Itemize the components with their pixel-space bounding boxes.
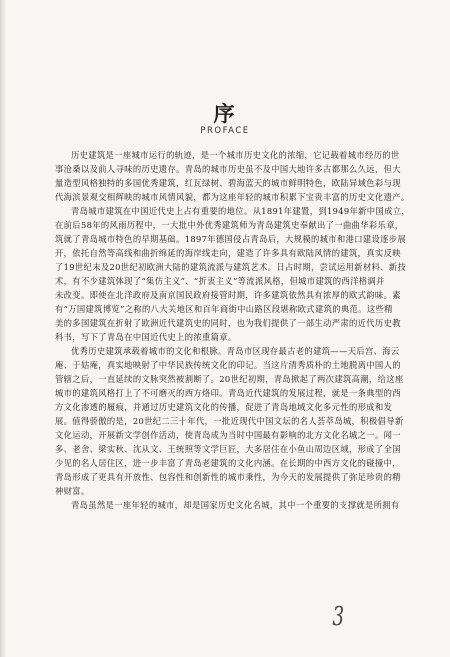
text-line: 开，依托自然等高线和曲折绵延的海岸线走向，建造了许多具有欧陆风情的建筑，真实反映 bbox=[55, 248, 401, 258]
text-line: 文化运动，开展新文学创作活动，使青岛成为当时中国最有影响的北方文化名城之一。闻一 bbox=[55, 430, 401, 440]
text-line: 美的多国建筑在折射了欧洲近代建筑史的同时，也为我们提供了一部生动严肃的近代历史教 bbox=[55, 318, 401, 328]
text-line: 历史建筑是一座城市运行的轨迹，是一个城市历史文化的浓缩，它记载着城市经历的世 bbox=[71, 150, 400, 160]
page-number: 3 bbox=[332, 602, 345, 632]
preface-body bbox=[55, 148, 425, 512]
text-line: 未改变。即使在北洋政府及南京国民政府接管时期，许多建筑依然具有浓厚的欧式韵味。素 bbox=[55, 290, 401, 300]
text-line: 管辖之后，一直延续的文脉突然被割断了。20世纪初期，青岛掀起了两次建筑高潮，给这座 bbox=[55, 374, 404, 384]
text-line: 了19世纪末及20世纪初欧洲大陆的建筑流派与建筑艺术。日占时期，尝试运用新材料、新技 bbox=[55, 262, 407, 272]
text-line: 在前后58年的风雨历程中，一大批中外优秀建筑师为青岛建筑史奉献出了一曲曲华彩乐章， bbox=[55, 220, 404, 230]
text-line: 代海滨景观交相辉映的城市风情风貌，都为这座年轻的城市积累下宝贵丰富的历史文化遗产。 bbox=[55, 192, 410, 202]
text-line: 优秀历史建筑承载着城市的文化和根脉。青岛市区现存最古老的建筑——天后宫、海云 bbox=[71, 346, 400, 356]
text-line: 方文化渗透的履痕，并通过历史建筑文化的传播，促进了青岛地域文化多元性的形成和发 bbox=[55, 402, 393, 412]
text-line: 有“万国建筑博览”之称的八大关地区和百年商街中山路区段堪称欧式建筑的典范。这些精 bbox=[55, 304, 393, 314]
text-line: 科书，写下了青岛在中国近代史上的浓重篇章。 bbox=[55, 332, 237, 342]
text-line: 量造型风格独特的多国优秀建筑，红瓦绿树、碧海蓝天的城市鲜明特色，欧陆异域色彩与现 bbox=[55, 178, 401, 188]
text-line: 庵、于姑庵，真实地映射了中华民族传统文化的印记。当这片清秀质朴的土地脱离中国人的 bbox=[55, 360, 401, 370]
text-line: 展。值得骄傲的是，20世纪二三十年代，一批近现代中国文坛的名人荟萃岛城，积极倡导新 bbox=[55, 416, 404, 426]
text-line: 青岛虽然是一座年轻的城市，却是国家历史文化名城，其中一个重要的支撑就是所拥有 bbox=[71, 500, 400, 510]
text-line: 少见的名人居住区，进一步丰富了青岛老建筑的文化内涵。在长期的中西方文化的碰撞中， bbox=[55, 458, 401, 468]
text-line: 青岛形成了更具有开放性、包容性和创新性的城市秉性，为今天的发展提供了弥足珍贵的精 bbox=[55, 472, 401, 482]
text-line: 青岛城市建筑在中国近代史上占有重要的地位。从1891年建置，到1949年新中国成立， bbox=[71, 206, 411, 216]
text-line: 术，有不少建筑体现了“集仿主义”、“折衷主义”等流派风格，但城市建筑的西洋格调并 bbox=[55, 276, 385, 286]
text-line: 神财富。 bbox=[55, 486, 90, 496]
text-line: 城市的建筑风格打上了不可磨灭的西方烙印。青岛近代建筑的发展过程，就是一条典型的西 bbox=[55, 388, 401, 398]
text-line: 多、老舍、梁实秋、沈从文、王统照等文学巨匠，大多居住在小鱼山周边区域，形成了全国 bbox=[55, 444, 401, 454]
page-title: 序 bbox=[213, 101, 237, 126]
text-line: 事沧桑以及前人寻味的历史遗存。青岛的城市历史虽不及中国大地许多古都那么久远，但大 bbox=[55, 164, 401, 174]
text-line: 筑就了青岛城市特色的早期基础。1897年德国侵占青岛后，大规模的城市和港口建设逐步展 bbox=[55, 234, 407, 244]
page-subtitle: PROFACE bbox=[200, 126, 250, 136]
